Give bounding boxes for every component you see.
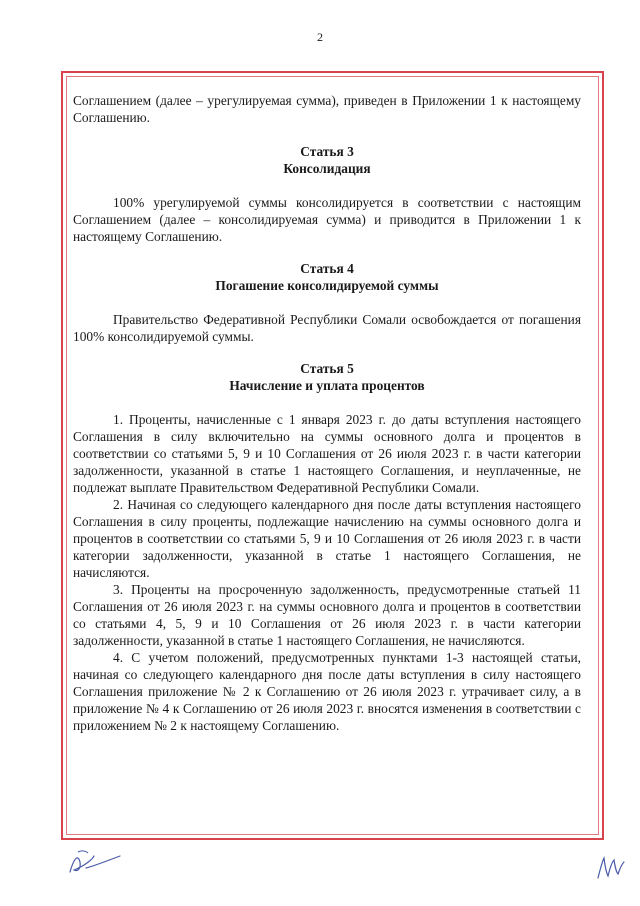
- article-title: Консолидация: [283, 161, 371, 176]
- article-paragraph: 1. Проценты, начисленные с 1 января 2023 г. до даты вступления настоящего Соглашения в силу включительно на суммы основного долга и процентов в соответствии со статьями 5, 9 и 10 Соглашения от 26 июля 2023 г. в части категории задолженности, указанной в статье 1 настоящего Соглашения, и неуплаченные, не подлежат выплате Правительством Федеративной Республики Сомали.: [73, 412, 581, 495]
- signature-left-icon: [64, 848, 126, 878]
- article-paragraph: 4. С учетом положений, предусмотренных пунктами 1-3 настоящей статьи, начиная со следующего календарного дня после даты вступления в силу настоящего Соглашения приложение № 2 к Соглашению от 26 июля 2023 г. утрачивает силу, а в приложение № 4 к Соглашению от 26 июля 2023 г. вносятся изменения в соответствии с приложением № 2 к настоящему Соглашению.: [73, 650, 581, 733]
- article-title: Погашение консолидируемой суммы: [215, 278, 439, 293]
- article-title: Начисление и уплата процентов: [229, 378, 425, 393]
- article-paragraph: 3. Проценты на просроченную задолженность, предусмотренные статьей 11 Соглашения от 26 июля 2023 г. на суммы основного долга и процентов в соответствии со статьями 4, 5, 9 и 10 Соглашения от 26 июля 2023 г. в части категории задолженности, указанной в статье 1 настоящего Соглашения, не начисляются.: [73, 582, 581, 648]
- article-paragraph: 100% урегулируемой суммы консолидируется в соответствии с настоящим Соглашением (далее – консолидируемая сумма) и приводится в Приложении 1 к настоящему Соглашению.: [73, 195, 581, 244]
- page-number: 2: [317, 30, 323, 44]
- signature-right-icon: [594, 852, 628, 882]
- article-paragraph: 2. Начиная со следующего календарного дня после даты вступления настоящего Соглашения в силу проценты, подлежащие начислению на суммы основного долга и процентов в соответствии со статьями 5, 9 и 10 Соглашения от 26 июля 2023 г. в части категории задолженности, указанной в статье 1 настоящего Соглашения, не начисляются.: [73, 497, 581, 580]
- article-3: [73, 143, 581, 245]
- intro-paragraph: Соглашением (далее – урегулируемая сумма), приведен в Приложении 1 к настоящему Соглашению.: [73, 93, 581, 125]
- article-paragraph: Правительство Федеративной Республики Сомали освобождается от погашения 100% консолидируемой суммы.: [73, 312, 581, 344]
- article-number: Статья 5: [300, 361, 354, 376]
- article-4: [73, 260, 581, 345]
- article-5: [73, 360, 581, 734]
- document-body: [73, 92, 581, 734]
- article-number: Статья 3: [300, 144, 354, 159]
- article-number: Статья 4: [300, 261, 354, 276]
